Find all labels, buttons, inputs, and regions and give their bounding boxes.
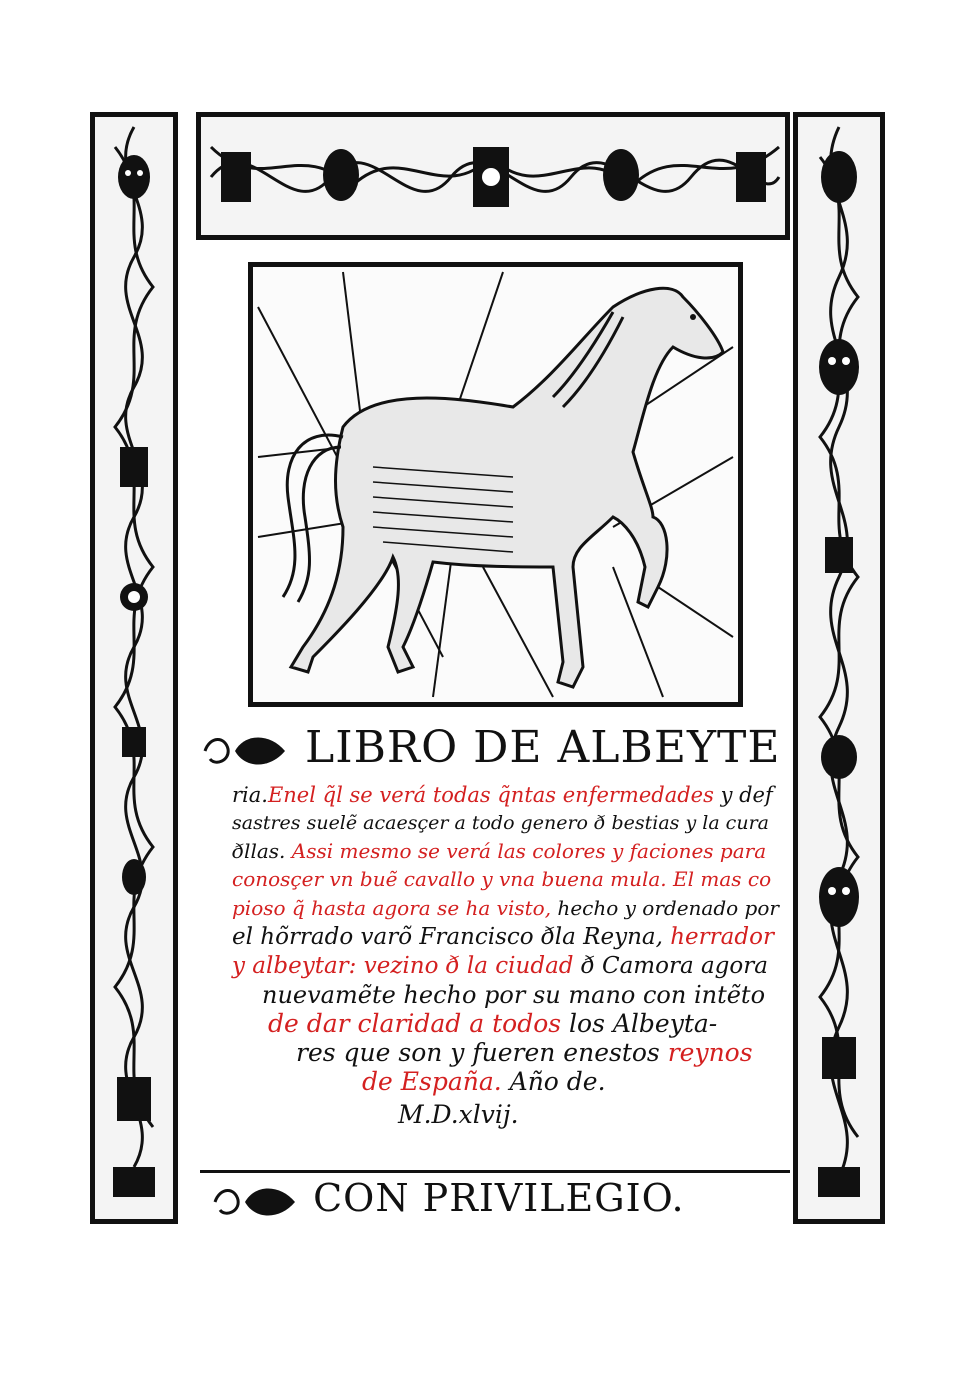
hedera-leaf-icon (200, 731, 290, 771)
rule-above-privilege (200, 1170, 790, 1173)
black-text: ria. (232, 783, 268, 807)
rubric-text: reynos (659, 1038, 753, 1067)
text-line (398, 1100, 519, 1130)
rubric-text: y albeytar: vezino ð la ciudad (232, 953, 574, 979)
rubric-text: pioso q̃ hasta agora se ha visto, (232, 896, 552, 920)
text-line (232, 780, 773, 810)
black-text: los Albeyta- (561, 1009, 718, 1038)
privilege-line (210, 1176, 790, 1226)
right-ornamental-border (793, 112, 885, 1224)
black-text: ð Camora agora (573, 953, 768, 979)
rubric-text: herrador (662, 924, 774, 950)
rubric-text: de dar claridad a todos (268, 1009, 562, 1038)
text-line (262, 980, 765, 1010)
text-line (232, 951, 768, 981)
black-text: y def (713, 783, 773, 807)
horse-woodcut (253, 267, 738, 702)
text-line (362, 1067, 606, 1097)
privilege-text: CON PRIVILEGIO. (313, 1176, 685, 1220)
black-text: ðllas. (232, 839, 286, 863)
text-line (268, 1009, 717, 1039)
book-title: LIBRO DE ALBEYTE (305, 722, 781, 773)
black-text: el hõrrado varõ Francisco ðla Reyna, (232, 924, 663, 950)
rubric-text: El mas co (666, 867, 772, 891)
text-line (296, 1038, 753, 1068)
text-line (232, 836, 766, 866)
left-ornamental-border (90, 112, 178, 1224)
text-line (232, 893, 779, 923)
top-ornamental-frieze (196, 112, 790, 240)
text-line (232, 864, 771, 894)
black-text: Año de. (501, 1067, 606, 1096)
horse-woodcut-illustration (248, 262, 743, 707)
black-text: hecho y ordenado por (551, 896, 779, 920)
rubric-text: conosçer vn buẽ cavallo y vna buena mula. (232, 867, 667, 891)
rubric-text: Enel q̃l se verá todas q̃ntas enfermedades (267, 783, 714, 807)
black-text: res que son y fueren enestos (296, 1038, 660, 1067)
black-text: M.D.xlvij. (398, 1100, 519, 1129)
black-text: sastres suelẽ acaesçer a todo genero ð bestias y la cura (232, 812, 769, 834)
rubric-text: Assi mesmo se verá las colores y faciones para (285, 839, 767, 863)
left-border-ornament (95, 117, 173, 1219)
text-line (232, 808, 769, 838)
black-text: nuevamẽte hecho por su mano con intẽto (262, 981, 766, 1009)
rubric-text: de España. (362, 1067, 502, 1096)
text-line (232, 922, 774, 952)
hedera-leaf-icon (210, 1182, 300, 1222)
right-border-ornament (798, 117, 880, 1219)
book-title-line (200, 722, 790, 782)
frieze-ornament (201, 117, 785, 235)
